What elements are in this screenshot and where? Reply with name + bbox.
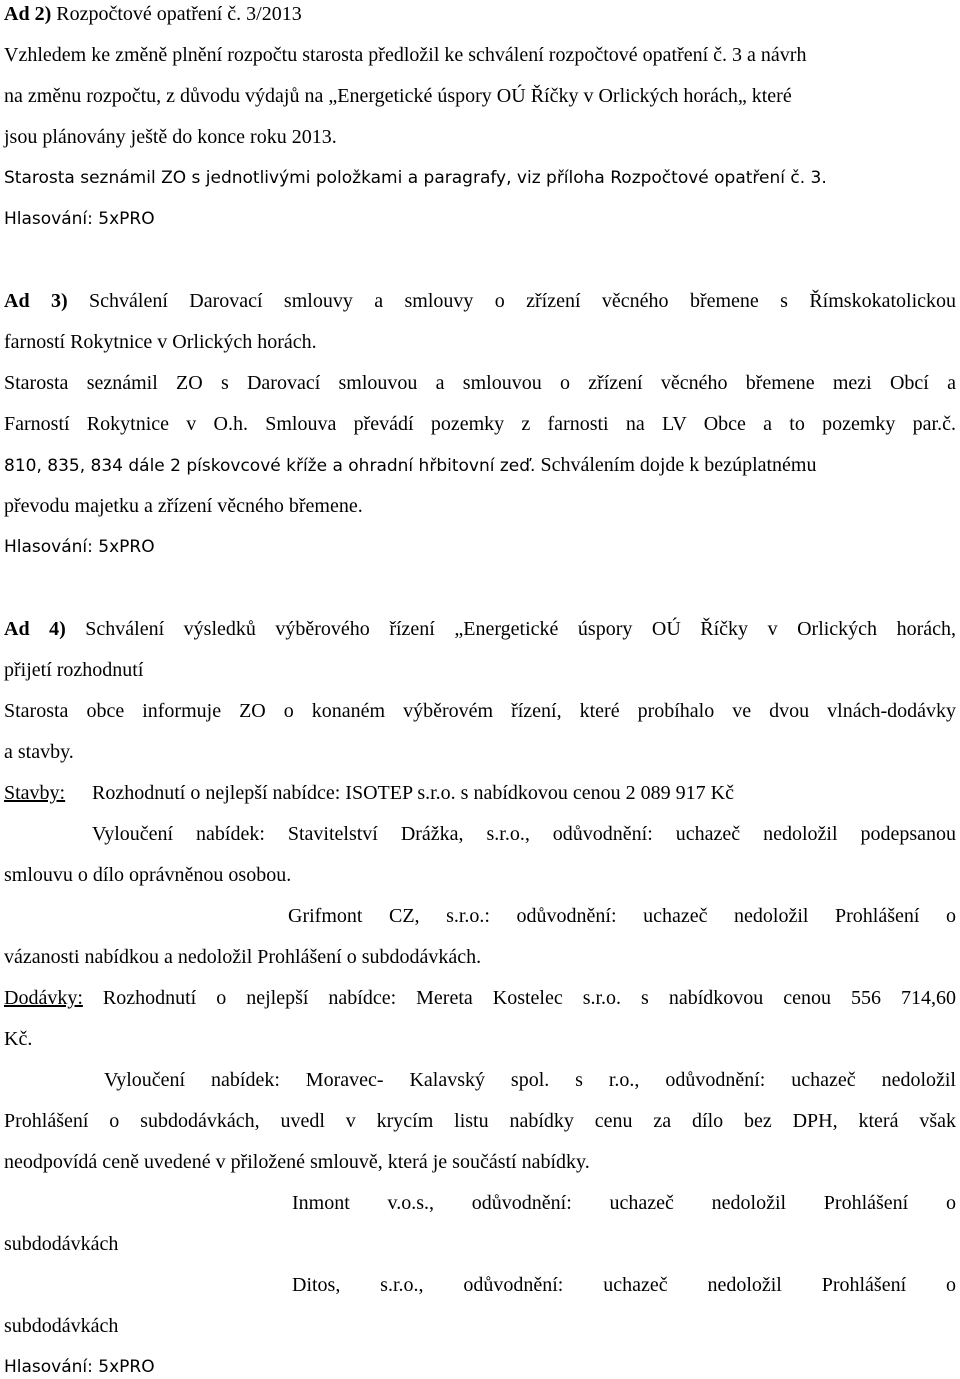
- stavby-row: [4, 781, 65, 805]
- section4-heading-title: Schválení výsledků výběrového řízení „Energetické úspory OÚ Říčky v Orlických horách,: [65, 618, 956, 640]
- section4-heading-prefix: Ad 4): [4, 618, 66, 640]
- section3-heading: [4, 289, 956, 313]
- grifmont-exclusion-line: vázanosti nabídkou a nedoložil Prohlášení o subdodávkách.: [4, 946, 482, 968]
- section2-paragraph-line: Vzhledem ke změně plnění rozpočtu starosta předložil ke schválení rozpočtové opatření č. 3 a návrh: [4, 44, 807, 66]
- section2-heading-title: Rozpočtové opatření č. 3/2013: [51, 3, 302, 25]
- moravec-exclusion-line: Prohlášení o subdodávkách, uvedl v krycím listu nabídky cenu za dílo bez DPH, která však: [4, 1110, 956, 1132]
- section2-paragraph-line: jsou plánovány ještě do konce roku 2013.: [4, 126, 337, 148]
- stavby-label: Stavby:: [4, 782, 66, 804]
- dodavky-currency: Kč.: [4, 1028, 33, 1050]
- section4-vote: Hlasování: 5xPRO: [4, 1357, 155, 1377]
- inmont-exclusion-line: subdodávkách: [4, 1233, 119, 1255]
- section4-heading-line2: přijetí rozhodnutí: [4, 659, 144, 681]
- section3-paragraph-line: [4, 453, 817, 478]
- stavby-exclusion-line: Vyloučení nabídek: Stavitelství Drážka, s.r.o., odůvodnění: uchazeč nedoložil podepsanou: [92, 823, 956, 845]
- section4-intro-line: a stavby.: [4, 741, 74, 763]
- dodavky-label: Dodávky:: [4, 987, 83, 1009]
- inmont-exclusion-line: Inmont v.o.s., odůvodnění: uchazeč nedoložil Prohlášení o: [292, 1192, 956, 1214]
- section3-transfer-note: Schválením dojde k bezúplatnému: [535, 454, 817, 476]
- grifmont-exclusion-line: Grifmont CZ, s.r.o.: odůvodnění: uchazeč nedoložil Prohlášení o: [288, 905, 956, 927]
- moravec-exclusion-line: Vyloučení nabídek: Moravec- Kalavský spol. s r.o., odůvodnění: uchazeč nedoložil: [104, 1069, 956, 1091]
- section3-parcels: 810, 835, 834 dále 2 pískovcové kříže a ohradní hřbitovní zeď.: [4, 456, 536, 476]
- section3-heading-title: Schválení Darovací smlouvy a smlouvy o zřízení věcného břemene s Římskokatolickou: [67, 290, 957, 312]
- section2-heading-prefix: Ad 2): [4, 3, 52, 25]
- section3-vote: Hlasování: 5xPRO: [4, 537, 155, 557]
- section3-paragraph-line: převodu majetku a zřízení věcného břemene.: [4, 495, 363, 517]
- section2-heading: [4, 2, 302, 26]
- section3-paragraph-line: Starosta seznámil ZO s Darovací smlouvou a smlouvou o zřízení věcného břemene mezi Obcí a: [4, 372, 956, 394]
- section4-heading: [4, 617, 956, 641]
- section2-vote: Hlasování: 5xPRO: [4, 209, 155, 229]
- stavby-decision: Rozhodnutí o nejlepší nabídce: ISOTEP s.r.o. s nabídkovou cenou 2 089 917 Kč: [92, 782, 734, 804]
- dodavky-row: [4, 986, 956, 1010]
- stavby-exclusion-line: smlouvu o dílo oprávněnou osobou.: [4, 864, 292, 886]
- section2-attachment-note: Starosta seznámil ZO s jednotlivými položkami a paragrafy, viz příloha Rozpočtové opatření č. 3.: [4, 168, 827, 188]
- section3-heading-line2: farností Rokytnice v Orlických horách.: [4, 331, 317, 353]
- dodavky-decision: Rozhodnutí o nejlepší nabídce: Mereta Kostelec s.r.o. s nabídkovou cenou 556 714,60: [82, 987, 956, 1009]
- section2-paragraph-line: na změnu rozpočtu, z důvodu výdajů na „Energetické úspory OÚ Říčky v Orlických horách„ které: [4, 85, 792, 107]
- section3-paragraph-line: Farností Rokytnice v O.h. Smlouva převádí pozemky z farnosti na LV Obce a to pozemky par.č.: [4, 413, 956, 435]
- moravec-exclusion-line: neodpovídá ceně uvedené v přiložené smlouvě, která je součástí nabídky.: [4, 1151, 590, 1173]
- ditos-exclusion-line: Ditos, s.r.o., odůvodnění: uchazeč nedoložil Prohlášení o: [292, 1274, 956, 1296]
- section4-intro-line: Starosta obce informuje ZO o konaném výběrovém řízení, které probíhalo ve dvou vlnách-dodávky: [4, 700, 956, 722]
- ditos-exclusion-line: subdodávkách: [4, 1315, 119, 1337]
- section3-heading-prefix: Ad 3): [4, 290, 68, 312]
